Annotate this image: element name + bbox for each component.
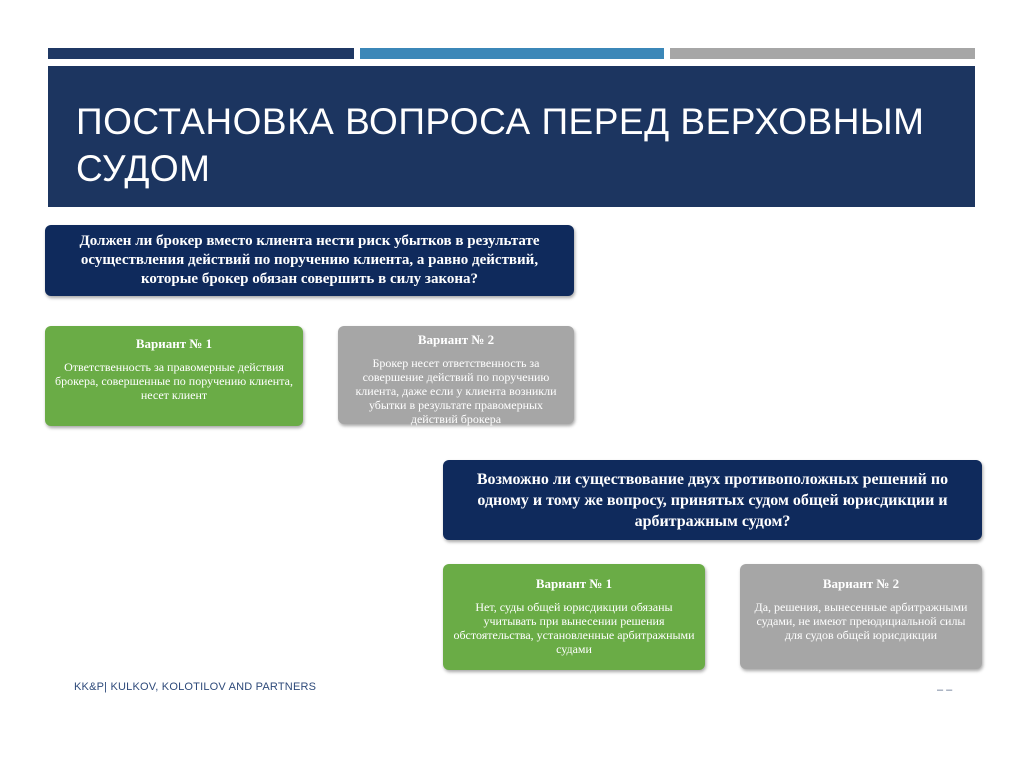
q1-option-2-text: Брокер несет ответственность за совершение действий по поручению клиента, даже если у клиента возникли убытки в результате правомерных действий брокера: [355, 356, 557, 426]
q2-option-2-heading: Вариант № 2: [822, 576, 900, 591]
q1-option-1-box: [45, 326, 303, 426]
q2-option-2-text: Да, решения, вынесенные арбитражными судами, не имеют преюдициальной силы для судов общей юрисдикции: [754, 600, 968, 642]
footer-company: KK&P| KULKOV, KOLOTILOV AND PARTNERS: [74, 681, 317, 693]
q2-option-1-text: Нет, суды общей юрисдикции обязаны учитывать при вынесении решения обстоятельства, установленные арбитражными судами: [453, 600, 695, 656]
accent-bar-blue: [360, 48, 664, 59]
q2-option-1-heading: Вариант № 1: [535, 576, 613, 591]
q2-option-2-box: [740, 564, 982, 669]
q2-option-1-box: [443, 564, 705, 670]
question-2-text: Возможно ли существование двух противоположных решений по одному и тому же вопросу, принятых судом общей юрисдикции и арбитражным судом?: [476, 470, 949, 530]
accent-bar-navy: [48, 48, 354, 59]
q1-option-1-heading: Вариант № 1: [135, 336, 213, 351]
title-banner: [48, 66, 975, 207]
question-1-box: [45, 225, 574, 296]
q1-option-2-heading: Вариант № 2: [417, 332, 495, 347]
slide-title: ПОСТАНОВКА ВОПРОСА ПЕРЕД ВЕРХОВНЫМ СУДОМ: [76, 101, 925, 189]
question-1-text: Должен ли брокер вместо клиента нести риск убытков в результате осуществления действий по поручению клиента, а равно действий, которые брокер обязан совершить в силу закона?: [79, 233, 540, 287]
accent-bar-gray: [670, 48, 975, 59]
question-2-box: [443, 460, 982, 540]
q1-option-1-text: Ответственность за правомерные действия брокера, совершенные по поручению клиента, несет клиент: [55, 360, 293, 402]
page-number: – –: [937, 684, 953, 696]
q1-option-2-box: [338, 326, 574, 424]
